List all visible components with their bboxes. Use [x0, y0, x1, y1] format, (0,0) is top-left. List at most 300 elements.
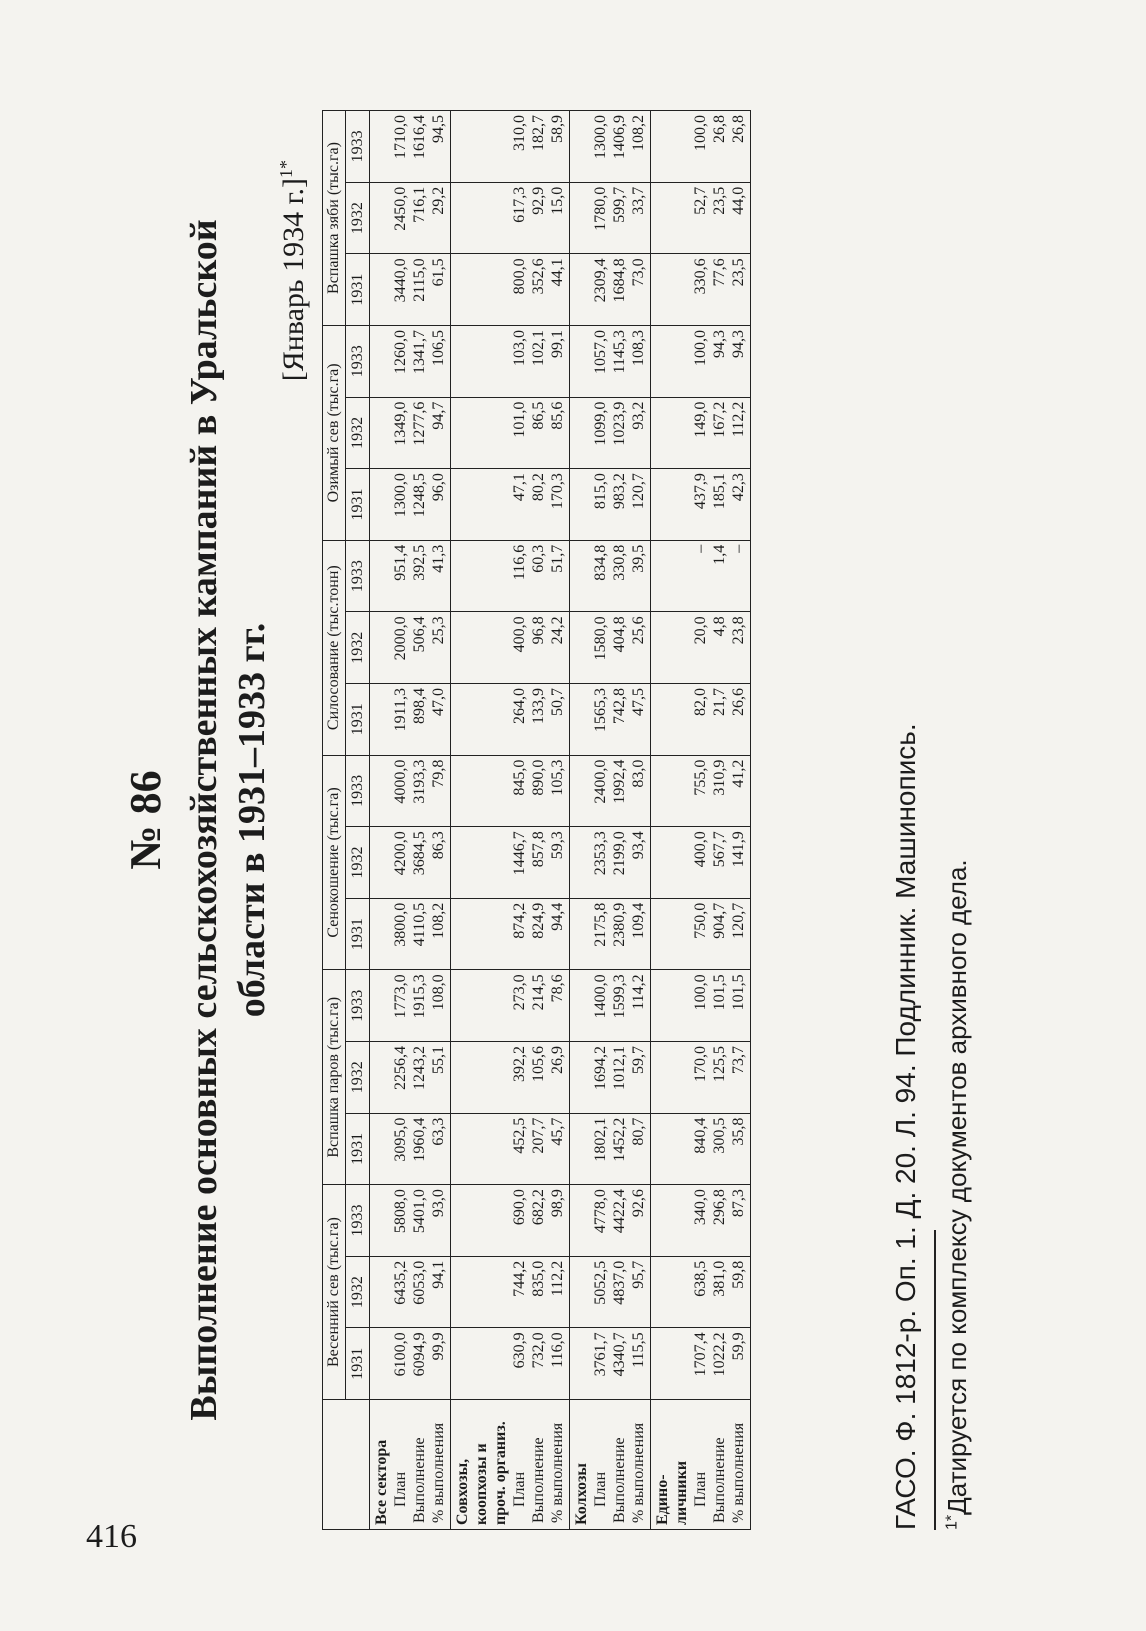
row-label: План — [592, 1471, 609, 1507]
spacer — [453, 974, 472, 1037]
data-cell — [570, 397, 651, 469]
spacer — [491, 688, 510, 751]
cell-value: 167,2 — [711, 401, 728, 438]
cell-value: 4000,0 — [392, 759, 409, 804]
spacer — [572, 187, 591, 250]
cell-value: 904,7 — [711, 902, 728, 939]
cell-value: 1992,4 — [611, 759, 628, 804]
data-cell — [370, 469, 451, 541]
spacer — [672, 1261, 691, 1324]
spacer — [453, 1189, 472, 1252]
cell-value: 1341,7 — [411, 329, 428, 374]
data-cell — [570, 683, 651, 755]
cell-value: 60,3 — [530, 544, 547, 573]
cell-value: 1260,0 — [392, 329, 409, 374]
spacer — [672, 330, 691, 393]
spacer — [572, 974, 591, 1037]
spacer — [672, 1189, 691, 1252]
year-header: 1933 — [346, 970, 370, 1042]
spacer — [453, 1046, 472, 1109]
spacer — [491, 616, 510, 679]
cell-value: 82,0 — [692, 687, 709, 716]
spacer — [491, 1332, 510, 1395]
section-label-cell — [570, 1399, 651, 1529]
cell-value: 116,6 — [511, 544, 528, 581]
cell-value: 742,8 — [611, 687, 628, 724]
footnote-text: Датируется по комплексу документов архивного дела. — [942, 859, 972, 1515]
cell-value: 330,8 — [611, 544, 628, 581]
spacer — [472, 187, 491, 250]
spacer — [472, 688, 491, 751]
cell-value: 1243,2 — [411, 1045, 428, 1090]
data-cell — [570, 1113, 651, 1185]
cell-value: 98,9 — [549, 1189, 566, 1218]
table-row — [370, 111, 451, 1530]
cell-value: 638,5 — [692, 1260, 709, 1297]
data-cell — [570, 1185, 651, 1257]
cell-value: 744,2 — [511, 1260, 528, 1297]
year-header: 1931 — [346, 683, 370, 755]
data-cell — [651, 1328, 751, 1400]
data-cell — [370, 325, 451, 397]
cell-value: 35,8 — [730, 1117, 747, 1146]
data-cell — [651, 898, 751, 970]
spacer — [672, 903, 691, 966]
year-header: 1933 — [346, 755, 370, 827]
cell-value: 78,6 — [549, 974, 566, 1003]
spacer — [472, 831, 491, 894]
cell-value: 109,4 — [630, 902, 647, 939]
spacer — [572, 1332, 591, 1395]
cell-value: 310,0 — [511, 115, 528, 151]
cell-value: 824,9 — [530, 902, 547, 939]
column-group-header: Озимый сев (тыс.га) — [323, 325, 346, 540]
spacer — [672, 1046, 691, 1109]
data-cell — [370, 1328, 451, 1400]
data-cell — [570, 612, 651, 684]
spacer — [491, 831, 510, 894]
spacer — [372, 330, 391, 393]
cell-value: 3684,5 — [411, 831, 428, 876]
spacer — [491, 1118, 510, 1181]
cell-value: 437,9 — [692, 473, 709, 510]
spacer — [372, 402, 391, 465]
data-cell — [370, 612, 451, 684]
spacer — [472, 1118, 491, 1181]
cell-value: 5052,5 — [592, 1260, 609, 1305]
row-label: Выполнение — [611, 1437, 628, 1523]
spacer — [491, 760, 510, 823]
spacer — [653, 903, 672, 966]
document-number: № 86 — [121, 770, 170, 870]
row-label: Выполнение — [711, 1437, 728, 1523]
cell-value: 1694,2 — [592, 1045, 609, 1090]
spacer — [653, 330, 672, 393]
cell-value: 102,1 — [530, 329, 547, 366]
data-cell — [651, 469, 751, 541]
cell-value: 690,0 — [511, 1189, 528, 1226]
data-cell — [451, 111, 570, 183]
cell-value: 101,5 — [730, 974, 747, 1011]
cell-value: 3761,7 — [592, 1332, 609, 1377]
spacer — [372, 1118, 391, 1181]
data-cell — [570, 1328, 651, 1400]
spacer — [453, 115, 472, 178]
cell-value: 86,5 — [530, 401, 547, 430]
data-cell — [451, 1041, 570, 1113]
spacer — [372, 831, 391, 894]
cell-value: 95,7 — [630, 1260, 647, 1289]
cell-value: 898,4 — [411, 687, 428, 724]
spacer — [653, 831, 672, 894]
spacer — [372, 760, 391, 823]
data-cell — [451, 755, 570, 827]
cell-value: 80,2 — [530, 473, 547, 502]
data-cell — [370, 898, 451, 970]
cell-value: 1057,0 — [592, 329, 609, 374]
spacer — [372, 1261, 391, 1324]
spacer — [653, 1261, 672, 1324]
data-cell — [651, 827, 751, 899]
title-line: Выполнение основных сельскохозяйственных кампаний в Уральской — [183, 219, 225, 1421]
cell-value: – — [730, 544, 747, 553]
section-heading-line: личники — [673, 1460, 690, 1525]
year-header: 1931 — [346, 898, 370, 970]
cell-value: 93,0 — [430, 1189, 447, 1218]
cell-value: 1960,4 — [411, 1117, 428, 1162]
cell-value: 264,0 — [511, 687, 528, 724]
spacer — [572, 115, 591, 178]
data-cell — [651, 254, 751, 326]
cell-value: 2175,8 — [592, 902, 609, 947]
cell-value: 1300,0 — [392, 473, 409, 518]
data-cell — [651, 1185, 751, 1257]
cell-value: 392,5 — [411, 544, 428, 581]
spacer — [472, 473, 491, 536]
year-header: 1933 — [346, 325, 370, 397]
cell-value: 4110,5 — [411, 902, 428, 947]
column-group-header: Вспашка зяби (тыс.га) — [323, 111, 346, 326]
spacer — [672, 688, 691, 751]
cell-value: 185,1 — [711, 473, 728, 510]
data-cell — [370, 683, 451, 755]
cell-value: 1565,3 — [592, 687, 609, 732]
data-cell — [370, 827, 451, 899]
cell-value: 79,8 — [430, 759, 447, 788]
date-note-mark: 1* — [276, 160, 296, 178]
data-cell — [370, 1041, 451, 1113]
spacer — [572, 402, 591, 465]
cell-value: 96,8 — [530, 616, 547, 645]
data-cell — [570, 182, 651, 254]
year-header-row — [346, 111, 370, 1530]
cell-value: 100,0 — [692, 329, 709, 366]
cell-value: 80,7 — [630, 1117, 647, 1146]
row-label: План — [692, 1471, 709, 1507]
cell-value: 815,0 — [592, 473, 609, 510]
section-heading-line: проч. организ. — [492, 1421, 509, 1525]
year-header: 1931 — [346, 254, 370, 326]
spacer — [453, 1118, 472, 1181]
cell-value: 1684,8 — [611, 258, 628, 303]
spacer — [472, 760, 491, 823]
group-header-row — [323, 111, 346, 1530]
cell-value: 112,2 — [730, 401, 747, 437]
spacer — [372, 688, 391, 751]
cell-value: 2450,0 — [392, 186, 409, 231]
data-cell — [651, 970, 751, 1042]
data-cell — [451, 970, 570, 1042]
data-cell — [651, 683, 751, 755]
data-cell — [451, 827, 570, 899]
spacer — [653, 402, 672, 465]
data-cell — [451, 1256, 570, 1328]
cell-value: 506,4 — [411, 616, 428, 653]
data-cell — [451, 612, 570, 684]
cell-value: 96,0 — [430, 473, 447, 502]
spacer — [372, 115, 391, 178]
cell-value: 59,3 — [549, 831, 566, 860]
spacer — [572, 258, 591, 321]
spacer — [453, 473, 472, 536]
cell-value: 47,1 — [511, 473, 528, 502]
cell-value: 2115,0 — [411, 258, 428, 302]
cell-value: 41,2 — [730, 759, 747, 788]
cell-value: 1915,3 — [411, 974, 428, 1019]
cell-value: 29,2 — [430, 186, 447, 215]
cell-value: 23,8 — [730, 616, 747, 645]
cell-value: 1023,9 — [611, 401, 628, 446]
cell-value: 108,2 — [630, 115, 647, 151]
data-cell — [451, 182, 570, 254]
cell-value: 94,3 — [711, 329, 728, 358]
spacer — [672, 974, 691, 1037]
cell-value: 273,0 — [511, 974, 528, 1011]
spacer — [672, 402, 691, 465]
cell-value: 44,0 — [730, 186, 747, 215]
cell-value: 1452,2 — [611, 1117, 628, 1162]
spacer — [472, 1189, 491, 1252]
cell-value: 149,0 — [692, 401, 709, 438]
cell-value: 381,0 — [711, 1260, 728, 1297]
spacer — [472, 115, 491, 178]
data-cell — [570, 325, 651, 397]
data-cell — [451, 1113, 570, 1185]
spacer — [472, 1261, 491, 1324]
cell-value: 86,3 — [430, 831, 447, 860]
cell-value: 2256,4 — [392, 1045, 409, 1090]
spacer — [491, 1189, 510, 1252]
cell-value: 73,7 — [730, 1045, 747, 1074]
spacer — [572, 1046, 591, 1109]
data-cell — [570, 540, 651, 612]
title-line: области в 1931–1933 гг. — [231, 622, 273, 1018]
data-cell — [651, 755, 751, 827]
cell-value: 1248,5 — [411, 473, 428, 518]
spacer — [453, 330, 472, 393]
cell-value: 400,0 — [692, 831, 709, 868]
year-header: 1932 — [346, 827, 370, 899]
year-header: 1932 — [346, 1041, 370, 1113]
spacer — [672, 258, 691, 321]
spacer — [572, 1261, 591, 1324]
section-label-cell — [651, 1399, 751, 1529]
cell-value: 108,0 — [430, 974, 447, 1011]
cell-value: 24,2 — [549, 616, 566, 645]
cell-value: 114,2 — [630, 974, 647, 1010]
cell-value: 330,6 — [692, 258, 709, 295]
spacer — [572, 616, 591, 679]
cell-value: 125,5 — [711, 1045, 728, 1082]
cell-value: 1599,3 — [611, 974, 628, 1019]
cell-value: 61,5 — [430, 258, 447, 287]
data-cell — [370, 1185, 451, 1257]
year-header: 1932 — [346, 397, 370, 469]
cell-value: 1802,1 — [592, 1117, 609, 1162]
spacer — [472, 903, 491, 966]
data-cell — [451, 469, 570, 541]
cell-value: 42,3 — [730, 473, 747, 502]
spacer — [672, 831, 691, 894]
spacer — [653, 760, 672, 823]
data-cell — [451, 1185, 570, 1257]
spacer — [672, 616, 691, 679]
cell-value: 26,9 — [549, 1045, 566, 1074]
spacer — [453, 616, 472, 679]
spacer — [672, 473, 691, 536]
cell-value: 404,8 — [611, 616, 628, 653]
cell-value: 835,0 — [530, 1260, 547, 1297]
spacer — [372, 616, 391, 679]
cell-value: 106,5 — [430, 329, 447, 366]
spacer — [372, 903, 391, 966]
cell-value: 99,1 — [549, 329, 566, 358]
cell-value: 20,0 — [692, 616, 709, 645]
table-head — [323, 111, 370, 1530]
data-cell — [651, 111, 751, 183]
row-label: % выполнения — [430, 1422, 447, 1523]
cell-value: 4200,0 — [392, 831, 409, 876]
data-cell — [570, 1041, 651, 1113]
cell-value: 120,7 — [730, 902, 747, 939]
cell-value: 26,8 — [711, 115, 728, 143]
data-cell — [451, 898, 570, 970]
cell-value: 1012,1 — [611, 1045, 628, 1090]
data-cell — [570, 1256, 651, 1328]
spacer — [653, 688, 672, 751]
data-cell — [370, 755, 451, 827]
spacer — [653, 974, 672, 1037]
spacer — [372, 1332, 391, 1395]
cell-value: 755,0 — [692, 759, 709, 796]
table-row — [651, 111, 751, 1530]
spacer — [572, 473, 591, 536]
spacer — [653, 1118, 672, 1181]
data-cell — [370, 1256, 451, 1328]
spacer — [572, 545, 591, 608]
spacer — [572, 1118, 591, 1181]
data-cell — [651, 182, 751, 254]
cell-value: 120,7 — [630, 473, 647, 510]
spacer — [491, 1046, 510, 1109]
cell-value: 834,8 — [592, 544, 609, 581]
cell-value: 3193,3 — [411, 759, 428, 804]
year-header: 1931 — [346, 469, 370, 541]
cell-value: 1145,3 — [611, 329, 628, 374]
spacer — [453, 258, 472, 321]
cell-value: 93,4 — [630, 831, 647, 860]
data-cell — [451, 683, 570, 755]
cell-value: 1773,0 — [392, 974, 409, 1019]
cell-value: 214,5 — [530, 974, 547, 1011]
cell-value: 4422,4 — [611, 1189, 628, 1234]
spacer — [491, 187, 510, 250]
cell-value: 845,0 — [511, 759, 528, 796]
cell-value: 100,0 — [692, 115, 709, 151]
spacer — [372, 974, 391, 1037]
year-header: 1933 — [346, 1185, 370, 1257]
cell-value: 1300,0 — [592, 115, 609, 159]
spacer — [572, 1189, 591, 1252]
section-heading-line: Едино- — [654, 1474, 671, 1525]
spacer — [372, 473, 391, 536]
data-cell — [651, 325, 751, 397]
cell-value: 310,9 — [711, 759, 728, 796]
section-label-cell — [370, 1399, 451, 1529]
cell-value: 4778,0 — [592, 1189, 609, 1234]
spacer — [491, 473, 510, 536]
cell-value: 94,1 — [430, 1260, 447, 1289]
spacer — [572, 831, 591, 894]
cell-value: 52,7 — [692, 186, 709, 215]
data-cell — [570, 898, 651, 970]
cell-value: 6435,2 — [392, 1260, 409, 1305]
cell-value: 94,4 — [549, 902, 566, 931]
cell-value: 87,3 — [730, 1189, 747, 1218]
spacer — [653, 1332, 672, 1395]
spacer — [653, 616, 672, 679]
spacer — [672, 187, 691, 250]
column-group-header: Силосование (тыс.тонн) — [323, 540, 346, 755]
year-header: 1931 — [346, 1113, 370, 1185]
cell-value: 45,7 — [549, 1117, 566, 1146]
cell-value: 105,6 — [530, 1045, 547, 1082]
cell-value: 2199,0 — [611, 831, 628, 876]
data-cell — [370, 540, 451, 612]
spacer — [572, 330, 591, 393]
cell-value: 6100,0 — [392, 1332, 409, 1377]
archive-source: ГАСО. Ф. 1812-р. Оп. 1. Д. 20. Л. 94. Подлинник. Машинопись. — [890, 723, 921, 1530]
cell-value: 25,3 — [430, 616, 447, 645]
cell-value: 93,2 — [630, 401, 647, 430]
data-cell — [370, 111, 451, 183]
data-cell — [570, 970, 651, 1042]
spacer — [472, 258, 491, 321]
spacer — [491, 330, 510, 393]
spacer — [491, 1261, 510, 1324]
spacer — [572, 760, 591, 823]
spacer — [491, 258, 510, 321]
cell-value: 83,0 — [630, 759, 647, 788]
date-note-text: [Январь 1934 г.] — [277, 178, 310, 382]
spacer — [453, 545, 472, 608]
year-header: 1932 — [346, 182, 370, 254]
cell-value: 141,9 — [730, 831, 747, 868]
campaign-table — [322, 110, 751, 1530]
cell-value: 4837,0 — [611, 1260, 628, 1305]
cell-value: 25,6 — [630, 616, 647, 645]
data-cell — [570, 755, 651, 827]
